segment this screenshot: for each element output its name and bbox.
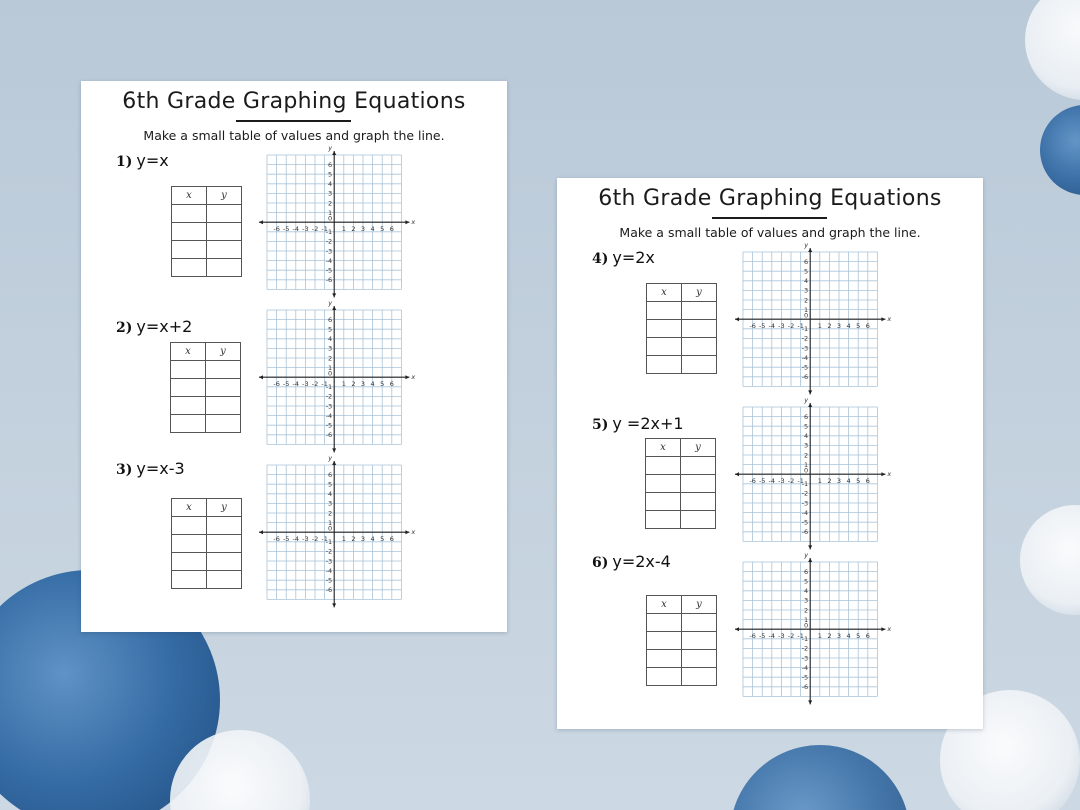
x-tick-label: -3 <box>302 535 309 544</box>
table-cell[interactable] <box>681 511 716 529</box>
y-tick-label: -5 <box>801 363 809 372</box>
y-tick-label: 2 <box>328 199 333 208</box>
y-tick-label: -4 <box>801 663 809 672</box>
table-cell[interactable] <box>207 535 242 553</box>
values-table[interactable] <box>646 595 717 686</box>
y-tick-label: 4 <box>804 432 809 441</box>
problem-label <box>592 248 655 267</box>
y-axis-arrow-down-icon <box>332 603 336 607</box>
x-axis-arrow-right-icon <box>405 530 409 534</box>
table-cell[interactable] <box>206 397 241 415</box>
ornament-blue-right <box>1040 105 1080 195</box>
x-axis-arrow-left-icon <box>259 375 263 379</box>
x-axis-arrow-right-icon <box>405 375 409 379</box>
values-table[interactable] <box>170 342 241 433</box>
origin-label: 0 <box>328 214 333 223</box>
y-axis-arrow-down-icon <box>808 700 812 704</box>
problem-equation: y=2x <box>612 248 655 267</box>
table-cell[interactable] <box>172 223 207 241</box>
x-tick-label: 1 <box>817 632 822 641</box>
y-axis-label: y <box>804 396 809 404</box>
y-tick-label: -2 <box>325 547 333 556</box>
table-cell[interactable] <box>682 338 717 356</box>
table-cell[interactable] <box>172 205 207 223</box>
y-tick-label: 3 <box>804 286 809 295</box>
problem-equation: y=x <box>136 151 169 170</box>
y-axis-arrow-up-icon <box>808 248 812 252</box>
problem-number: 3) <box>116 462 133 478</box>
x-tick-label: 4 <box>846 477 851 486</box>
y-tick-label: 6 <box>804 567 809 576</box>
y-tick-label: -3 <box>801 499 809 508</box>
origin-label: 0 <box>328 369 333 378</box>
table-cell[interactable] <box>647 614 682 632</box>
x-tick-label: 2 <box>351 535 356 544</box>
x-tick-label: -6 <box>749 322 756 331</box>
y-axis-arrow-down-icon <box>808 545 812 549</box>
table-cell[interactable] <box>646 511 681 529</box>
x-tick-label: 1 <box>341 225 346 234</box>
y-tick-label: -5 <box>801 673 809 682</box>
origin-label: 0 <box>804 621 809 630</box>
x-axis-arrow-right-icon <box>881 472 885 476</box>
x-tick-label: 5 <box>856 477 861 486</box>
y-tick-label: 6 <box>328 160 333 169</box>
x-tick-label: 6 <box>389 225 394 234</box>
ornament-white-right <box>1020 505 1080 615</box>
y-tick-label: 6 <box>804 412 809 421</box>
y-tick-label: 4 <box>328 335 333 344</box>
y-axis-label: y <box>328 299 333 307</box>
x-tick-label: 6 <box>865 477 870 486</box>
coordinate-grid[interactable] <box>733 551 893 708</box>
y-tick-label: -5 <box>801 518 809 527</box>
table-cell[interactable] <box>171 415 206 433</box>
x-tick-label: 1 <box>817 477 822 486</box>
x-axis-arrow-left-icon <box>735 317 739 321</box>
x-tick-label: -2 <box>311 225 319 234</box>
y-tick-label: -4 <box>325 256 333 265</box>
table-cell[interactable] <box>681 493 716 511</box>
y-axis-label: y <box>328 144 333 152</box>
y-tick-label: -2 <box>325 237 333 246</box>
x-axis-arrow-right-icon <box>405 220 409 224</box>
x-axis-label: x <box>887 625 892 634</box>
y-tick-label: 6 <box>804 257 809 266</box>
x-axis-arrow-left-icon <box>259 530 263 534</box>
problem-number: 2) <box>116 320 133 336</box>
x-tick-label: -3 <box>302 225 309 234</box>
x-axis-arrow-left-icon <box>735 627 739 631</box>
x-axis-arrow-right-icon <box>881 627 885 631</box>
y-axis-arrow-down-icon <box>808 390 812 394</box>
problem-3 <box>81 454 507 611</box>
x-axis-arrow-left-icon <box>735 472 739 476</box>
y-tick-label: 2 <box>804 606 809 615</box>
y-tick-label: 3 <box>328 344 333 353</box>
table-cell[interactable] <box>681 475 716 493</box>
x-tick-label: 2 <box>351 225 356 234</box>
problem-equation: y=x-3 <box>136 459 185 478</box>
x-tick-label: 2 <box>827 322 832 331</box>
x-tick-label: 6 <box>865 322 870 331</box>
x-tick-label: 1 <box>817 322 822 331</box>
table-cell[interactable] <box>682 668 717 686</box>
x-tick-label: 5 <box>856 322 861 331</box>
y-tick-label: 5 <box>804 267 809 276</box>
y-tick-label: -3 <box>325 402 333 411</box>
table-header-y: y <box>206 343 241 361</box>
x-axis-label: x <box>887 470 892 479</box>
x-tick-label: 4 <box>370 225 375 234</box>
y-tick-label: 5 <box>328 170 333 179</box>
y-tick-label: -4 <box>801 353 809 362</box>
y-axis-arrow-up-icon <box>332 306 336 310</box>
y-tick-label: -5 <box>325 421 333 430</box>
table-header-x: x <box>172 187 207 205</box>
y-tick-label: -5 <box>325 576 333 585</box>
y-tick-label: 2 <box>328 354 333 363</box>
coordinate-grid[interactable] <box>733 241 893 398</box>
worksheet-title: 6th Grade Graphing Equations <box>122 89 466 114</box>
x-tick-label: 1 <box>341 380 346 389</box>
y-axis-label: y <box>804 241 809 249</box>
x-tick-label: -4 <box>768 322 776 331</box>
ornament-blue-bottom-center <box>730 745 910 810</box>
x-tick-label: 5 <box>380 535 385 544</box>
x-tick-label: 2 <box>827 632 832 641</box>
table-cell[interactable] <box>646 475 681 493</box>
origin-label: 0 <box>804 466 809 475</box>
table-header-y: y <box>682 284 717 302</box>
y-tick-label: 5 <box>328 325 333 334</box>
table-cell[interactable] <box>206 415 241 433</box>
x-tick-label: -5 <box>758 322 766 331</box>
table-header-y: y <box>681 439 716 457</box>
table-cell[interactable] <box>647 356 682 374</box>
y-axis-arrow-up-icon <box>332 461 336 465</box>
table-cell[interactable] <box>647 632 682 650</box>
title-underline <box>712 217 827 219</box>
x-axis-arrow-right-icon <box>881 317 885 321</box>
y-tick-label: 2 <box>804 451 809 460</box>
x-tick-label: -4 <box>292 380 300 389</box>
x-tick-label: -5 <box>758 632 766 641</box>
ornament-white-bottom-left <box>170 730 310 810</box>
x-tick-label: 4 <box>370 535 375 544</box>
x-tick-label: 4 <box>846 322 851 331</box>
problem-number: 5) <box>592 417 609 433</box>
table-cell[interactable] <box>647 668 682 686</box>
y-tick-label: -6 <box>801 373 809 382</box>
table-cell[interactable] <box>172 553 207 571</box>
x-tick-label: -3 <box>302 380 309 389</box>
x-tick-label: -2 <box>311 535 319 544</box>
table-cell[interactable] <box>682 650 717 668</box>
worksheet-instructions: Make a small table of values and graph the line. <box>143 128 445 143</box>
problem-label <box>116 151 169 170</box>
x-tick-label: -5 <box>282 225 290 234</box>
table-cell[interactable] <box>206 379 241 397</box>
x-tick-label: 3 <box>836 632 842 641</box>
x-tick-label: -6 <box>273 535 280 544</box>
x-tick-label: 6 <box>389 535 394 544</box>
title-underline <box>236 120 351 122</box>
y-tick-label: 6 <box>328 470 333 479</box>
y-tick-label: 6 <box>328 315 333 324</box>
x-tick-label: -6 <box>749 477 756 486</box>
y-axis-arrow-up-icon <box>332 151 336 155</box>
y-tick-label: -3 <box>801 654 809 663</box>
table-cell[interactable] <box>207 223 242 241</box>
x-tick-label: 1 <box>341 535 346 544</box>
problem-6 <box>557 551 983 708</box>
problem-number: 1) <box>116 154 133 170</box>
table-cell[interactable] <box>647 320 682 338</box>
x-axis-label: x <box>887 315 892 324</box>
table-header-x: x <box>172 499 207 517</box>
ornament-white-top-right <box>1025 0 1080 100</box>
x-tick-label: -4 <box>292 225 300 234</box>
x-tick-label: -3 <box>778 632 785 641</box>
y-tick-label: -2 <box>801 489 809 498</box>
problem-label <box>116 317 192 336</box>
x-tick-label: 5 <box>380 225 385 234</box>
problem-2 <box>81 299 507 456</box>
y-tick-label: 1 <box>804 460 809 469</box>
y-axis-label: y <box>328 454 333 462</box>
table-cell[interactable] <box>207 241 242 259</box>
x-tick-label: 2 <box>351 380 356 389</box>
table-header-x: x <box>646 439 681 457</box>
y-tick-label: -3 <box>801 344 809 353</box>
table-cell[interactable] <box>207 205 242 223</box>
coordinate-grid[interactable] <box>257 144 417 301</box>
x-tick-label: -5 <box>282 380 290 389</box>
y-tick-label: -1 <box>325 228 333 237</box>
x-tick-label: -3 <box>778 477 785 486</box>
x-tick-label: 5 <box>380 380 385 389</box>
table-cell[interactable] <box>681 457 716 475</box>
table-cell[interactable] <box>172 535 207 553</box>
y-tick-label: 5 <box>328 480 333 489</box>
x-tick-label: -2 <box>787 322 795 331</box>
y-tick-label: 2 <box>804 296 809 305</box>
table-cell[interactable] <box>207 259 242 277</box>
x-tick-label: -5 <box>282 535 290 544</box>
y-tick-label: -3 <box>325 557 333 566</box>
x-tick-label: -2 <box>787 632 795 641</box>
table-cell[interactable] <box>171 361 206 379</box>
x-tick-label: -1 <box>321 535 328 544</box>
y-tick-label: 3 <box>804 441 809 450</box>
y-tick-label: 1 <box>328 518 333 527</box>
origin-label: 0 <box>328 524 333 533</box>
table-cell[interactable] <box>172 517 207 535</box>
table-header-y: y <box>207 187 242 205</box>
table-header-y: y <box>207 499 242 517</box>
y-tick-label: -1 <box>325 383 333 392</box>
y-tick-label: -1 <box>325 538 333 547</box>
origin-label: 0 <box>804 311 809 320</box>
x-tick-label: -2 <box>787 477 795 486</box>
x-axis-label: x <box>411 528 416 537</box>
coordinate-grid[interactable] <box>257 299 417 456</box>
y-tick-label: 1 <box>328 363 333 372</box>
x-tick-label: -6 <box>273 225 280 234</box>
y-tick-label: -4 <box>801 508 809 517</box>
x-tick-label: 4 <box>846 632 851 641</box>
table-header-y: y <box>682 596 717 614</box>
table-cell[interactable] <box>647 650 682 668</box>
table-cell[interactable] <box>171 397 206 415</box>
x-tick-label: -2 <box>311 380 319 389</box>
x-tick-label: -4 <box>768 477 776 486</box>
y-tick-label: -2 <box>801 334 809 343</box>
y-tick-label: 1 <box>804 305 809 314</box>
x-tick-label: -6 <box>749 632 756 641</box>
x-tick-label: -3 <box>778 322 785 331</box>
table-header-x: x <box>647 284 682 302</box>
y-tick-label: 4 <box>328 180 333 189</box>
problem-5 <box>557 396 983 553</box>
worksheet-page-2 <box>557 178 983 729</box>
worksheet-page-1 <box>81 81 507 632</box>
values-table[interactable] <box>645 438 716 529</box>
y-tick-label: -6 <box>325 586 333 595</box>
problem-label <box>592 552 671 571</box>
values-table[interactable] <box>171 186 242 277</box>
x-tick-label: 6 <box>865 632 870 641</box>
table-cell[interactable] <box>172 259 207 277</box>
x-tick-label: -6 <box>273 380 280 389</box>
values-table[interactable] <box>171 498 242 589</box>
table-cell[interactable] <box>682 356 717 374</box>
problem-label <box>592 414 684 433</box>
x-axis-arrow-left-icon <box>259 220 263 224</box>
x-tick-label: 3 <box>360 225 366 234</box>
y-tick-label: -1 <box>801 325 809 334</box>
worksheet-instructions: Make a small table of values and graph the line. <box>619 225 921 240</box>
x-tick-label: -4 <box>292 535 300 544</box>
y-tick-label: -1 <box>801 635 809 644</box>
problem-equation: y =2x+1 <box>612 414 684 433</box>
problem-equation: y=x+2 <box>136 317 193 336</box>
x-tick-label: 6 <box>389 380 394 389</box>
table-cell[interactable] <box>206 361 241 379</box>
y-tick-label: 2 <box>328 509 333 518</box>
y-tick-label: 5 <box>804 577 809 586</box>
problem-label <box>116 459 185 478</box>
y-tick-label: 4 <box>804 277 809 286</box>
y-tick-label: -5 <box>325 266 333 275</box>
table-cell[interactable] <box>172 571 207 589</box>
x-tick-label: 2 <box>827 477 832 486</box>
problem-4 <box>557 241 983 398</box>
x-tick-label: -5 <box>758 477 766 486</box>
y-tick-label: 1 <box>328 208 333 217</box>
y-tick-label: -4 <box>325 566 333 575</box>
worksheet-title: 6th Grade Graphing Equations <box>598 186 942 211</box>
table-header-x: x <box>171 343 206 361</box>
table-cell[interactable] <box>647 302 682 320</box>
table-cell[interactable] <box>171 379 206 397</box>
x-tick-label: 3 <box>836 477 842 486</box>
y-tick-label: -4 <box>325 411 333 420</box>
y-axis-arrow-down-icon <box>332 448 336 452</box>
y-tick-label: -3 <box>325 247 333 256</box>
x-axis-label: x <box>411 373 416 382</box>
table-cell[interactable] <box>682 302 717 320</box>
y-axis-arrow-down-icon <box>332 293 336 297</box>
x-tick-label: -4 <box>768 632 776 641</box>
table-cell[interactable] <box>646 493 681 511</box>
x-tick-label: -1 <box>797 322 804 331</box>
y-tick-label: 4 <box>804 587 809 596</box>
y-tick-label: -6 <box>325 431 333 440</box>
y-axis-label: y <box>804 551 809 559</box>
x-tick-label: -1 <box>797 632 804 641</box>
problem-equation: y=2x-4 <box>612 552 671 571</box>
problem-1 <box>81 144 507 301</box>
y-tick-label: 3 <box>328 499 333 508</box>
x-tick-label: -1 <box>321 225 328 234</box>
y-tick-label: 5 <box>804 422 809 431</box>
x-tick-label: 3 <box>836 322 842 331</box>
y-axis-arrow-up-icon <box>808 403 812 407</box>
values-table[interactable] <box>646 283 717 374</box>
coordinate-grid[interactable] <box>733 396 893 553</box>
table-cell[interactable] <box>647 338 682 356</box>
y-tick-label: -6 <box>801 683 809 692</box>
problem-number: 6) <box>592 555 609 571</box>
y-tick-label: -6 <box>801 528 809 537</box>
table-cell[interactable] <box>682 632 717 650</box>
table-header-x: x <box>647 596 682 614</box>
y-tick-label: 3 <box>804 596 809 605</box>
table-cell[interactable] <box>682 320 717 338</box>
y-tick-label: 1 <box>804 615 809 624</box>
y-axis-arrow-up-icon <box>808 558 812 562</box>
y-tick-label: -1 <box>801 480 809 489</box>
x-tick-label: 5 <box>856 632 861 641</box>
x-axis-label: x <box>411 218 416 227</box>
x-tick-label: -1 <box>321 380 328 389</box>
table-cell[interactable] <box>207 517 242 535</box>
problem-number: 4) <box>592 251 609 267</box>
table-cell[interactable] <box>646 457 681 475</box>
table-cell[interactable] <box>172 241 207 259</box>
x-tick-label: 3 <box>360 535 366 544</box>
y-tick-label: -2 <box>801 644 809 653</box>
y-tick-label: 3 <box>328 189 333 198</box>
x-tick-label: -1 <box>797 477 804 486</box>
x-tick-label: 3 <box>360 380 366 389</box>
table-cell[interactable] <box>682 614 717 632</box>
x-tick-label: 4 <box>370 380 375 389</box>
y-tick-label: -6 <box>325 276 333 285</box>
y-tick-label: 4 <box>328 490 333 499</box>
table-cell[interactable] <box>207 553 242 571</box>
y-tick-label: -2 <box>325 392 333 401</box>
coordinate-grid[interactable] <box>257 454 417 611</box>
table-cell[interactable] <box>207 571 242 589</box>
